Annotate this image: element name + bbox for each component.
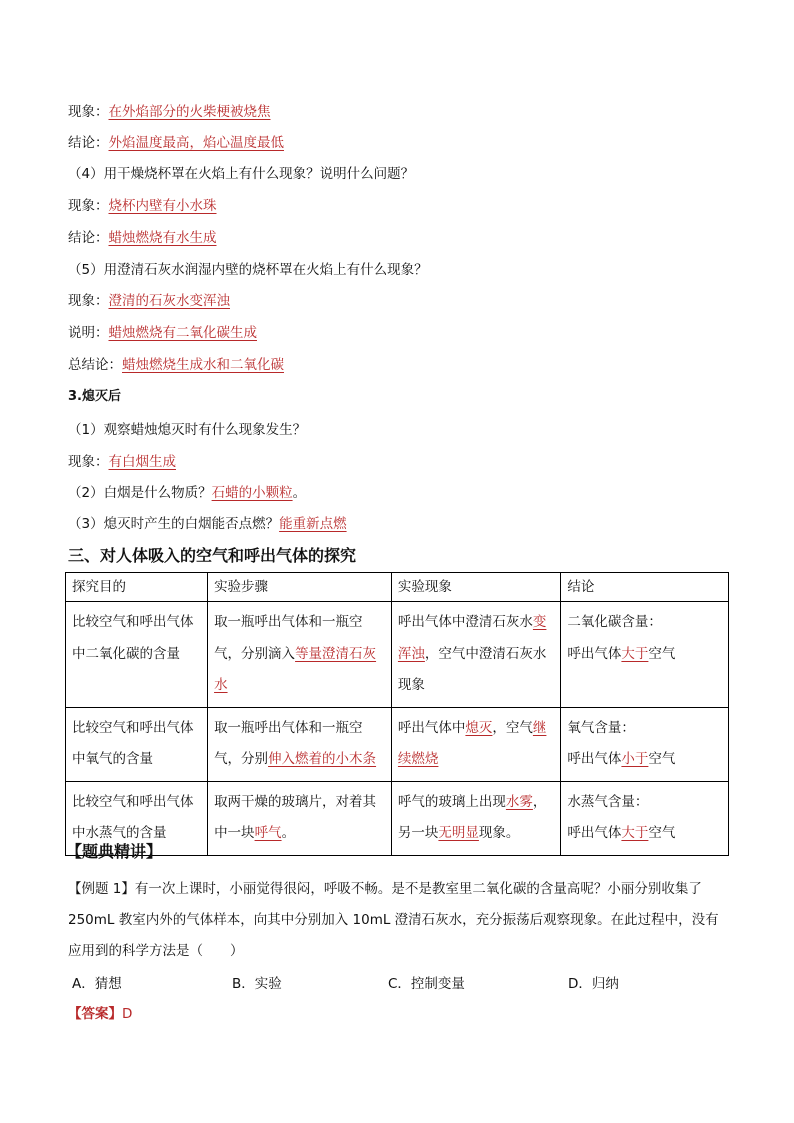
label: 结论： [68, 135, 109, 151]
text: 氧气含量： [567, 719, 635, 736]
section-3-title: 3.熄灭后 [68, 389, 121, 404]
question-3-1: （1）观察蜡烛熄灭时有什么现象发生？ [68, 422, 307, 438]
text: 呼出气体 [567, 825, 622, 841]
question-text: （3）熄灭时产生的白烟能否点燃？ [68, 516, 280, 532]
line-explanation [68, 323, 257, 343]
label: 现象： [68, 104, 109, 120]
table-row [66, 602, 729, 708]
header-observation: 实验现象 [391, 573, 560, 602]
answer: 大于 [621, 825, 649, 841]
cell-purpose: 比较空气和呼出气体中氧气的含量 [66, 707, 208, 781]
text: ，另一块 [397, 793, 547, 841]
text: 空气 [648, 825, 676, 841]
answer: 无明显 [438, 825, 479, 841]
answer-value: D [122, 1006, 133, 1022]
answer: 变浑浊 [397, 614, 547, 662]
text: 呼出气体中澄清石灰水 [397, 614, 533, 630]
option-b: B．实验 [232, 976, 282, 992]
answer: 等量澄清石灰水 [214, 645, 377, 693]
line-phenomenon-2 [68, 196, 217, 216]
answer: 蜡烛燃烧有水生成 [108, 230, 217, 246]
table-section-title: 三、对人体吸入的空气和呼出气体的探究 [68, 546, 357, 565]
answer: 蜡烛燃烧生成水和二氧化碳 [122, 357, 284, 373]
text: 二氧化碳含量： [567, 614, 662, 630]
text: 取一瓶呼出气体和一瓶空气，分别滴入 [214, 614, 363, 662]
answer: 能重新点燃 [279, 516, 347, 532]
answer: 大于 [621, 645, 649, 662]
answer: 小于 [621, 751, 649, 767]
text: 呼出气体 [567, 751, 622, 767]
text: 水蒸气含量： [567, 793, 649, 810]
text: 空气 [648, 751, 676, 767]
text: 呼气的玻璃上出现 [397, 793, 506, 810]
header-purpose: 探究目的 [66, 573, 208, 602]
cell-conclusion [561, 707, 729, 781]
answer: 在外焰部分的火柴梗被烧焦 [108, 104, 271, 120]
table-row [66, 707, 729, 781]
text: 呼出气体 [567, 645, 622, 662]
answer-tag: 【答案】 [68, 1006, 122, 1022]
cell-conclusion [561, 602, 729, 708]
label: 总结论： [68, 357, 122, 373]
answer-options [72, 972, 732, 992]
label: 现象： [68, 454, 109, 470]
answer-line [68, 1004, 132, 1024]
text: 现象。 [478, 825, 520, 841]
label: 现象： [68, 198, 109, 214]
cell-steps [208, 707, 392, 781]
cell-purpose: 比较空气和呼出气体中水蒸气的含量 [66, 781, 208, 855]
question-3-2 [68, 483, 306, 503]
example-question [68, 874, 730, 967]
cell-observation [391, 602, 560, 708]
exploration-table [65, 572, 729, 856]
option-a: A．猜想 [72, 976, 122, 992]
question-end: 。 [292, 485, 307, 501]
cell-steps [208, 781, 392, 855]
line-conclusion-2 [68, 228, 217, 248]
text: 取两干燥的玻璃片，对着其中一块 [214, 793, 377, 841]
line-summary [68, 355, 284, 375]
text: 空气 [648, 645, 676, 662]
label: 结论： [68, 230, 109, 246]
cell-observation [391, 707, 560, 781]
answer: 蜡烛燃烧有二氧化碳生成 [108, 325, 257, 341]
answer: 外焰温度最高，焰心温度最低 [108, 135, 284, 151]
example-tag: 【例题 1】 [68, 881, 135, 897]
example-heading: 【题典精讲】 [66, 842, 163, 861]
question-4: （4）用干燥烧杯罩在火焰上有什么现象？说明什么问题？ [68, 166, 415, 182]
cell-observation [391, 781, 560, 855]
line-phenomenon-1 [68, 102, 271, 122]
text: ，空气 [492, 719, 533, 736]
text: 呼出气体中 [397, 719, 466, 736]
table-header-row [66, 573, 729, 602]
text: ，空气中澄清石灰水现象 [397, 645, 547, 693]
label: 现象： [68, 293, 109, 309]
text: 取一瓶呼出气体和一瓶空气，分别 [214, 719, 363, 767]
line-phenomenon-3 [68, 291, 230, 311]
header-steps: 实验步骤 [208, 573, 392, 602]
cell-steps [208, 602, 392, 708]
text: 。 [281, 825, 296, 841]
answer: 澄清的石灰水变浑浊 [108, 293, 230, 309]
cell-purpose: 比较空气和呼出气体中二氧化碳的含量 [66, 602, 208, 708]
question-3-3 [68, 514, 347, 534]
answer: 熄灭 [465, 719, 493, 736]
answer: 呼气 [254, 825, 282, 841]
header-conclusion: 结论 [561, 573, 729, 602]
example-text: 有一次上课时，小丽觉得很闷，呼吸不畅。是不是教室里二氧化碳的含量高呢？小丽分别收集了 250mL 教室内外的气体样本，向其中分别加入 10mL 澄清石灰水，充分振荡后观察现象。在此过程中，没有应用到的科学方法是（ ） [68, 881, 719, 959]
answer: 有白烟生成 [108, 454, 176, 470]
answer: 继续燃烧 [397, 719, 547, 767]
answer: 烧杯内壁有小水珠 [108, 198, 217, 214]
line-conclusion-1 [68, 133, 284, 153]
cell-conclusion [561, 781, 729, 855]
question-text: （2）白烟是什么物质？ [68, 485, 212, 501]
label: 说明： [68, 325, 109, 341]
answer: 水雾 [505, 793, 533, 810]
question-5: （5）用澄清石灰水润湿内壁的烧杯罩在火焰上有什么现象？ [68, 262, 428, 278]
option-d: D．归纳 [568, 976, 619, 992]
answer: 伸入燃着的小木条 [268, 751, 377, 767]
option-c: C．控制变量 [388, 976, 465, 992]
table-row [66, 781, 729, 855]
answer: 石蜡的小颗粒 [211, 485, 293, 501]
line-phenomenon-4 [68, 452, 176, 472]
